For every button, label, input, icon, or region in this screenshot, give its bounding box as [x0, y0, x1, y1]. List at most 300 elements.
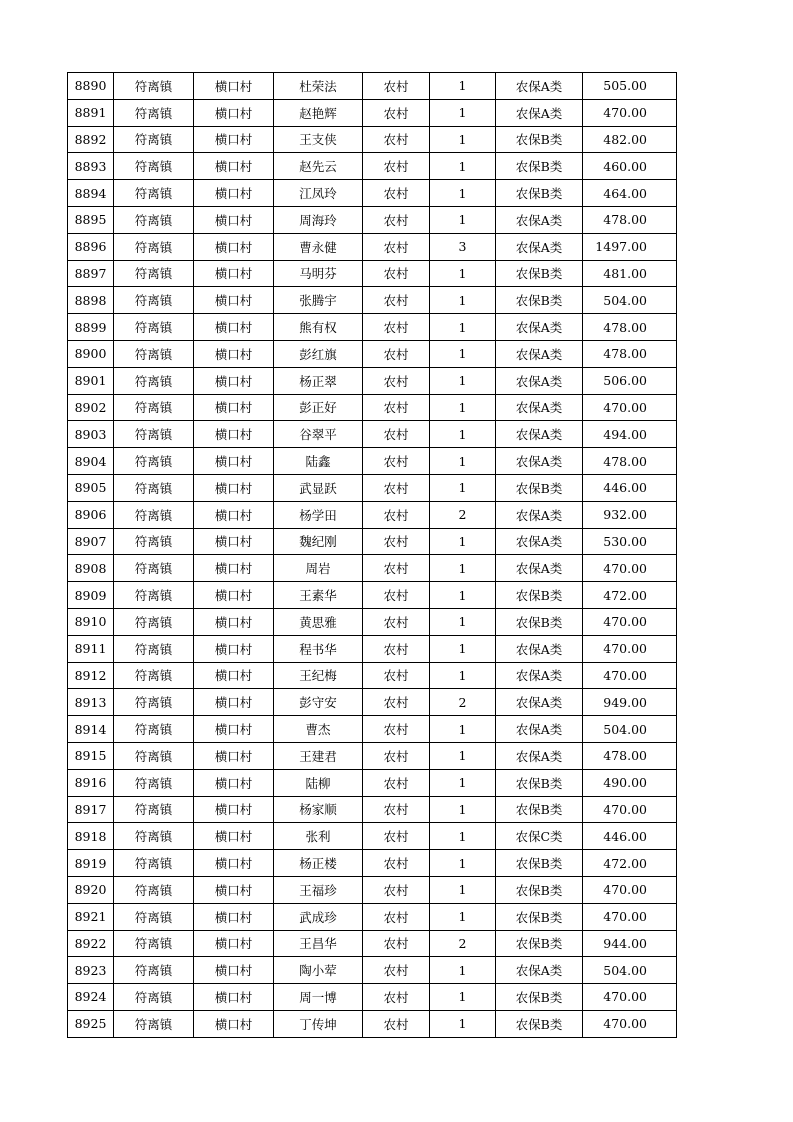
town-cell: 符离镇 — [114, 314, 194, 341]
town-cell: 符离镇 — [114, 99, 194, 126]
town-cell: 符离镇 — [114, 850, 194, 877]
amount-cell: 1497.00 — [583, 233, 677, 260]
household-type-cell: 农村 — [363, 662, 430, 689]
member-count-cell: 1 — [430, 635, 496, 662]
serial-number-cell: 8892 — [68, 126, 114, 153]
table-row — [68, 850, 677, 877]
amount-cell: 949.00 — [583, 689, 677, 716]
name-cell: 周海玲 — [274, 206, 363, 233]
household-type-cell: 农村 — [363, 474, 430, 501]
table-row — [68, 689, 677, 716]
village-cell: 横口村 — [194, 1010, 274, 1037]
town-cell: 符离镇 — [114, 876, 194, 903]
category-cell: 农保A类 — [496, 716, 583, 743]
town-cell: 符离镇 — [114, 367, 194, 394]
name-cell: 曹杰 — [274, 716, 363, 743]
name-cell: 杨家顺 — [274, 796, 363, 823]
category-cell: 农保A类 — [496, 206, 583, 233]
town-cell: 符离镇 — [114, 287, 194, 314]
member-count-cell: 1 — [430, 126, 496, 153]
table-row — [68, 796, 677, 823]
name-cell: 王支侠 — [274, 126, 363, 153]
village-cell: 横口村 — [194, 233, 274, 260]
category-cell: 农保B类 — [496, 796, 583, 823]
amount-cell: 470.00 — [583, 662, 677, 689]
member-count-cell: 1 — [430, 260, 496, 287]
serial-number-cell: 8893 — [68, 153, 114, 180]
member-count-cell: 1 — [430, 984, 496, 1011]
town-cell: 符离镇 — [114, 180, 194, 207]
household-type-cell: 农村 — [363, 876, 430, 903]
serial-number-cell: 8918 — [68, 823, 114, 850]
village-cell: 横口村 — [194, 287, 274, 314]
name-cell: 杨正翠 — [274, 367, 363, 394]
amount-cell: 470.00 — [583, 903, 677, 930]
village-cell: 横口村 — [194, 608, 274, 635]
serial-number-cell: 8902 — [68, 394, 114, 421]
category-cell: 农保A类 — [496, 394, 583, 421]
serial-number-cell: 8919 — [68, 850, 114, 877]
village-cell: 横口村 — [194, 582, 274, 609]
table-row — [68, 528, 677, 555]
village-cell: 横口村 — [194, 340, 274, 367]
amount-cell: 530.00 — [583, 528, 677, 555]
data-table — [67, 72, 677, 1038]
category-cell: 农保A类 — [496, 528, 583, 555]
member-count-cell: 2 — [430, 930, 496, 957]
amount-cell: 482.00 — [583, 126, 677, 153]
household-type-cell: 农村 — [363, 608, 430, 635]
amount-cell: 460.00 — [583, 153, 677, 180]
name-cell: 王纪梅 — [274, 662, 363, 689]
member-count-cell: 1 — [430, 474, 496, 501]
household-type-cell: 农村 — [363, 689, 430, 716]
table-row — [68, 662, 677, 689]
table-row — [68, 367, 677, 394]
serial-number-cell: 8896 — [68, 233, 114, 260]
name-cell: 周岩 — [274, 555, 363, 582]
member-count-cell: 1 — [430, 394, 496, 421]
name-cell: 丁传坤 — [274, 1010, 363, 1037]
town-cell: 符离镇 — [114, 662, 194, 689]
category-cell: 农保B类 — [496, 850, 583, 877]
town-cell: 符离镇 — [114, 73, 194, 100]
household-type-cell: 农村 — [363, 314, 430, 341]
member-count-cell: 1 — [430, 287, 496, 314]
household-type-cell: 农村 — [363, 394, 430, 421]
name-cell: 周一博 — [274, 984, 363, 1011]
serial-number-cell: 8914 — [68, 716, 114, 743]
category-cell: 农保C类 — [496, 823, 583, 850]
amount-cell: 504.00 — [583, 957, 677, 984]
household-type-cell: 农村 — [363, 742, 430, 769]
table-row — [68, 260, 677, 287]
category-cell: 农保A类 — [496, 689, 583, 716]
table-row — [68, 716, 677, 743]
town-cell: 符离镇 — [114, 608, 194, 635]
amount-cell: 470.00 — [583, 984, 677, 1011]
member-count-cell: 1 — [430, 153, 496, 180]
household-type-cell: 农村 — [363, 180, 430, 207]
category-cell: 农保B类 — [496, 903, 583, 930]
household-type-cell: 农村 — [363, 421, 430, 448]
village-cell: 横口村 — [194, 984, 274, 1011]
village-cell: 横口村 — [194, 930, 274, 957]
household-type-cell: 农村 — [363, 73, 430, 100]
member-count-cell: 1 — [430, 957, 496, 984]
serial-number-cell: 8923 — [68, 957, 114, 984]
name-cell: 陆柳 — [274, 769, 363, 796]
household-type-cell: 农村 — [363, 340, 430, 367]
household-type-cell: 农村 — [363, 501, 430, 528]
household-type-cell: 农村 — [363, 206, 430, 233]
name-cell: 王素华 — [274, 582, 363, 609]
category-cell: 农保A类 — [496, 73, 583, 100]
table-row — [68, 340, 677, 367]
member-count-cell: 1 — [430, 823, 496, 850]
amount-cell: 470.00 — [583, 394, 677, 421]
household-type-cell: 农村 — [363, 367, 430, 394]
serial-number-cell: 8916 — [68, 769, 114, 796]
table-row — [68, 421, 677, 448]
serial-number-cell: 8925 — [68, 1010, 114, 1037]
amount-cell: 932.00 — [583, 501, 677, 528]
member-count-cell: 1 — [430, 99, 496, 126]
category-cell: 农保A类 — [496, 367, 583, 394]
amount-cell: 472.00 — [583, 582, 677, 609]
town-cell: 符离镇 — [114, 957, 194, 984]
village-cell: 横口村 — [194, 73, 274, 100]
household-type-cell: 农村 — [363, 716, 430, 743]
category-cell: 农保A类 — [496, 421, 583, 448]
serial-number-cell: 8920 — [68, 876, 114, 903]
household-type-cell: 农村 — [363, 903, 430, 930]
amount-cell: 478.00 — [583, 448, 677, 475]
serial-number-cell: 8897 — [68, 260, 114, 287]
town-cell: 符离镇 — [114, 1010, 194, 1037]
amount-cell: 464.00 — [583, 180, 677, 207]
name-cell: 程书华 — [274, 635, 363, 662]
town-cell: 符离镇 — [114, 394, 194, 421]
table-row — [68, 206, 677, 233]
member-count-cell: 1 — [430, 206, 496, 233]
name-cell: 谷翠平 — [274, 421, 363, 448]
town-cell: 符离镇 — [114, 206, 194, 233]
member-count-cell: 2 — [430, 689, 496, 716]
amount-cell: 481.00 — [583, 260, 677, 287]
village-cell: 横口村 — [194, 367, 274, 394]
household-type-cell: 农村 — [363, 260, 430, 287]
town-cell: 符离镇 — [114, 501, 194, 528]
amount-cell: 470.00 — [583, 608, 677, 635]
name-cell: 曹永健 — [274, 233, 363, 260]
village-cell: 横口村 — [194, 769, 274, 796]
amount-cell: 506.00 — [583, 367, 677, 394]
category-cell: 农保A类 — [496, 555, 583, 582]
member-count-cell: 1 — [430, 903, 496, 930]
village-cell: 横口村 — [194, 180, 274, 207]
household-type-cell: 农村 — [363, 796, 430, 823]
category-cell: 农保A类 — [496, 501, 583, 528]
town-cell: 符离镇 — [114, 233, 194, 260]
amount-cell: 504.00 — [583, 287, 677, 314]
member-count-cell: 1 — [430, 180, 496, 207]
town-cell: 符离镇 — [114, 421, 194, 448]
category-cell: 农保B类 — [496, 287, 583, 314]
serial-number-cell: 8894 — [68, 180, 114, 207]
category-cell: 农保B类 — [496, 769, 583, 796]
table-row — [68, 153, 677, 180]
village-cell: 横口村 — [194, 555, 274, 582]
serial-number-cell: 8912 — [68, 662, 114, 689]
serial-number-cell: 8891 — [68, 99, 114, 126]
village-cell: 横口村 — [194, 314, 274, 341]
table-row — [68, 742, 677, 769]
category-cell: 农保B类 — [496, 180, 583, 207]
town-cell: 符离镇 — [114, 903, 194, 930]
village-cell: 横口村 — [194, 662, 274, 689]
category-cell: 农保B类 — [496, 582, 583, 609]
household-type-cell: 农村 — [363, 555, 430, 582]
household-type-cell: 农村 — [363, 287, 430, 314]
member-count-cell: 1 — [430, 769, 496, 796]
village-cell: 横口村 — [194, 528, 274, 555]
serial-number-cell: 8915 — [68, 742, 114, 769]
table-row — [68, 582, 677, 609]
name-cell: 杨学田 — [274, 501, 363, 528]
category-cell: 农保B类 — [496, 876, 583, 903]
serial-number-cell: 8890 — [68, 73, 114, 100]
town-cell: 符离镇 — [114, 126, 194, 153]
table-row — [68, 957, 677, 984]
village-cell: 横口村 — [194, 957, 274, 984]
member-count-cell: 1 — [430, 314, 496, 341]
serial-number-cell: 8911 — [68, 635, 114, 662]
member-count-cell: 1 — [430, 796, 496, 823]
serial-number-cell: 8905 — [68, 474, 114, 501]
member-count-cell: 1 — [430, 582, 496, 609]
village-cell: 横口村 — [194, 206, 274, 233]
category-cell: 农保B类 — [496, 474, 583, 501]
name-cell: 武显跃 — [274, 474, 363, 501]
village-cell: 横口村 — [194, 903, 274, 930]
household-type-cell: 农村 — [363, 850, 430, 877]
town-cell: 符离镇 — [114, 555, 194, 582]
member-count-cell: 1 — [430, 850, 496, 877]
table-row — [68, 930, 677, 957]
town-cell: 符离镇 — [114, 769, 194, 796]
amount-cell: 504.00 — [583, 716, 677, 743]
village-cell: 横口村 — [194, 126, 274, 153]
amount-cell: 490.00 — [583, 769, 677, 796]
category-cell: 农保B类 — [496, 260, 583, 287]
village-cell: 横口村 — [194, 394, 274, 421]
town-cell: 符离镇 — [114, 260, 194, 287]
name-cell: 魏纪刚 — [274, 528, 363, 555]
table-row — [68, 73, 677, 100]
name-cell: 张利 — [274, 823, 363, 850]
amount-cell: 472.00 — [583, 850, 677, 877]
category-cell: 农保B类 — [496, 126, 583, 153]
serial-number-cell: 8924 — [68, 984, 114, 1011]
member-count-cell: 1 — [430, 1010, 496, 1037]
serial-number-cell: 8906 — [68, 501, 114, 528]
member-count-cell: 1 — [430, 716, 496, 743]
village-cell: 横口村 — [194, 153, 274, 180]
name-cell: 杨正楼 — [274, 850, 363, 877]
village-cell: 横口村 — [194, 635, 274, 662]
household-type-cell: 农村 — [363, 930, 430, 957]
serial-number-cell: 8922 — [68, 930, 114, 957]
village-cell: 横口村 — [194, 850, 274, 877]
table-row — [68, 287, 677, 314]
member-count-cell: 1 — [430, 73, 496, 100]
town-cell: 符离镇 — [114, 796, 194, 823]
household-type-cell: 农村 — [363, 99, 430, 126]
amount-cell: 478.00 — [583, 340, 677, 367]
category-cell: 农保B类 — [496, 153, 583, 180]
member-count-cell: 1 — [430, 528, 496, 555]
serial-number-cell: 8898 — [68, 287, 114, 314]
amount-cell: 470.00 — [583, 796, 677, 823]
amount-cell: 478.00 — [583, 206, 677, 233]
category-cell: 农保A类 — [496, 314, 583, 341]
town-cell: 符离镇 — [114, 635, 194, 662]
table-row — [68, 126, 677, 153]
table-row — [68, 233, 677, 260]
name-cell: 马明芬 — [274, 260, 363, 287]
category-cell: 农保A类 — [496, 742, 583, 769]
town-cell: 符离镇 — [114, 930, 194, 957]
table-row — [68, 501, 677, 528]
serial-number-cell: 8903 — [68, 421, 114, 448]
amount-cell: 494.00 — [583, 421, 677, 448]
village-cell: 横口村 — [194, 448, 274, 475]
name-cell: 陶小荤 — [274, 957, 363, 984]
serial-number-cell: 8904 — [68, 448, 114, 475]
household-type-cell: 农村 — [363, 528, 430, 555]
household-type-cell: 农村 — [363, 233, 430, 260]
category-cell: 农保A类 — [496, 340, 583, 367]
member-count-cell: 1 — [430, 742, 496, 769]
serial-number-cell: 8921 — [68, 903, 114, 930]
amount-cell: 470.00 — [583, 1010, 677, 1037]
table-row — [68, 448, 677, 475]
amount-cell: 505.00 — [583, 73, 677, 100]
member-count-cell: 1 — [430, 421, 496, 448]
category-cell: 农保B类 — [496, 984, 583, 1011]
member-count-cell: 1 — [430, 448, 496, 475]
member-count-cell: 3 — [430, 233, 496, 260]
name-cell: 王建君 — [274, 742, 363, 769]
town-cell: 符离镇 — [114, 448, 194, 475]
table-row — [68, 903, 677, 930]
table-row — [68, 608, 677, 635]
name-cell: 张腾宇 — [274, 287, 363, 314]
village-cell: 横口村 — [194, 823, 274, 850]
household-type-cell: 农村 — [363, 823, 430, 850]
name-cell: 江凤玲 — [274, 180, 363, 207]
amount-cell: 446.00 — [583, 823, 677, 850]
village-cell: 横口村 — [194, 716, 274, 743]
category-cell: 农保A类 — [496, 662, 583, 689]
name-cell: 陆鑫 — [274, 448, 363, 475]
serial-number-cell: 8909 — [68, 582, 114, 609]
member-count-cell: 1 — [430, 876, 496, 903]
town-cell: 符离镇 — [114, 823, 194, 850]
category-cell: 农保B类 — [496, 608, 583, 635]
town-cell: 符离镇 — [114, 340, 194, 367]
household-type-cell: 农村 — [363, 126, 430, 153]
serial-number-cell: 8913 — [68, 689, 114, 716]
serial-number-cell: 8899 — [68, 314, 114, 341]
household-type-cell: 农村 — [363, 448, 430, 475]
town-cell: 符离镇 — [114, 582, 194, 609]
table-row — [68, 555, 677, 582]
serial-number-cell: 8901 — [68, 367, 114, 394]
name-cell: 武成珍 — [274, 903, 363, 930]
serial-number-cell: 8910 — [68, 608, 114, 635]
amount-cell: 470.00 — [583, 635, 677, 662]
member-count-cell: 2 — [430, 501, 496, 528]
village-cell: 横口村 — [194, 742, 274, 769]
village-cell: 横口村 — [194, 474, 274, 501]
table-row — [68, 99, 677, 126]
name-cell: 杜荣法 — [274, 73, 363, 100]
category-cell: 农保A类 — [496, 233, 583, 260]
town-cell: 符离镇 — [114, 984, 194, 1011]
category-cell: 农保A类 — [496, 448, 583, 475]
amount-cell: 470.00 — [583, 876, 677, 903]
village-cell: 横口村 — [194, 260, 274, 287]
serial-number-cell: 8895 — [68, 206, 114, 233]
name-cell: 彭守安 — [274, 689, 363, 716]
table-row — [68, 984, 677, 1011]
amount-cell: 478.00 — [583, 314, 677, 341]
village-cell: 横口村 — [194, 796, 274, 823]
table-row — [68, 769, 677, 796]
serial-number-cell: 8900 — [68, 340, 114, 367]
category-cell: 农保B类 — [496, 930, 583, 957]
household-type-cell: 农村 — [363, 984, 430, 1011]
amount-cell: 446.00 — [583, 474, 677, 501]
category-cell: 农保A类 — [496, 957, 583, 984]
village-cell: 横口村 — [194, 876, 274, 903]
table-row — [68, 876, 677, 903]
town-cell: 符离镇 — [114, 689, 194, 716]
household-type-cell: 农村 — [363, 769, 430, 796]
member-count-cell: 1 — [430, 367, 496, 394]
amount-cell: 944.00 — [583, 930, 677, 957]
table-row — [68, 823, 677, 850]
town-cell: 符离镇 — [114, 716, 194, 743]
table-row — [68, 180, 677, 207]
member-count-cell: 1 — [430, 662, 496, 689]
serial-number-cell: 8907 — [68, 528, 114, 555]
table-row — [68, 635, 677, 662]
name-cell: 黄思雅 — [274, 608, 363, 635]
name-cell: 彭正好 — [274, 394, 363, 421]
name-cell: 王昌华 — [274, 930, 363, 957]
town-cell: 符离镇 — [114, 742, 194, 769]
village-cell: 横口村 — [194, 421, 274, 448]
amount-cell: 470.00 — [583, 555, 677, 582]
household-type-cell: 农村 — [363, 153, 430, 180]
village-cell: 横口村 — [194, 99, 274, 126]
town-cell: 符离镇 — [114, 153, 194, 180]
category-cell: 农保B类 — [496, 1010, 583, 1037]
name-cell: 熊有权 — [274, 314, 363, 341]
